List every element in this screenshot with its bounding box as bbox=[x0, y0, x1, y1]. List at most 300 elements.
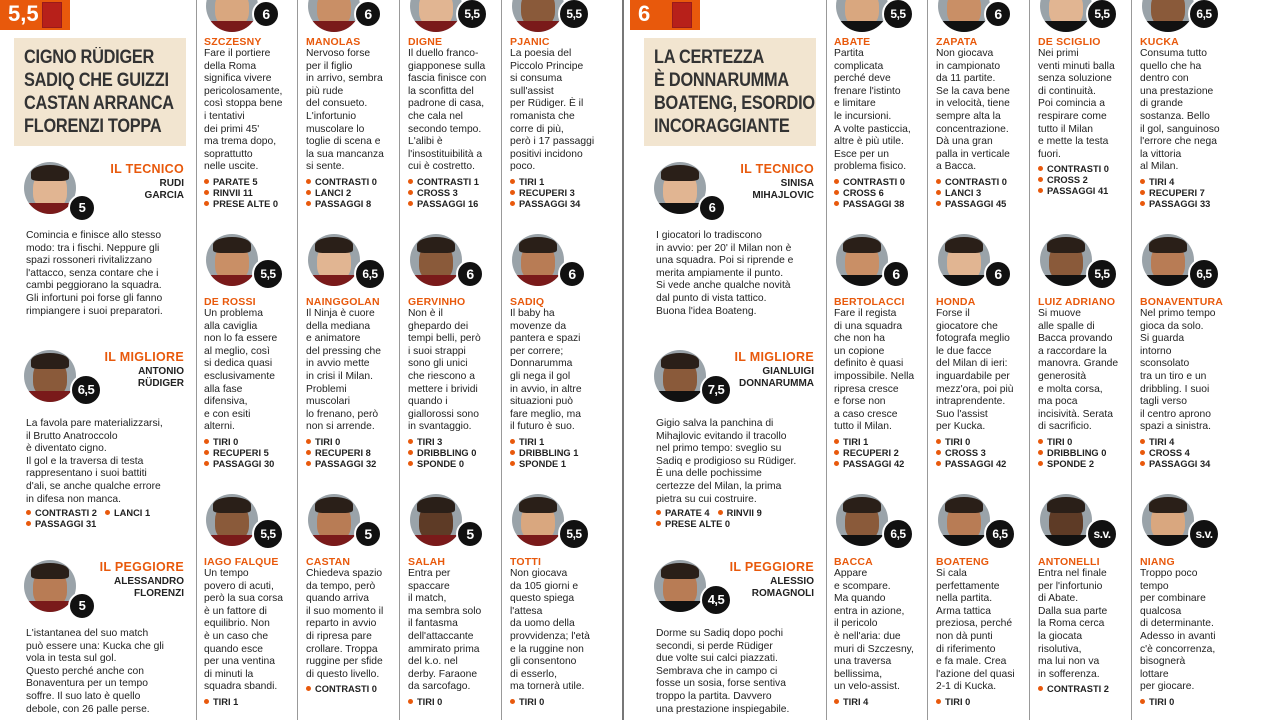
text-line: Gli infortuni poi forse gli fanno bbox=[26, 292, 163, 304]
text-line: ma tornerà utile. bbox=[510, 681, 585, 693]
text-line: d'ali, se anche qualche errore bbox=[26, 480, 161, 492]
text-line: quando i bbox=[408, 396, 448, 408]
text-line: a Bacca. bbox=[936, 161, 977, 173]
player-photo bbox=[836, 494, 888, 546]
text-line: Comincia e finisce allo stesso bbox=[26, 230, 162, 241]
text-line: complicata bbox=[834, 60, 884, 72]
stats-list bbox=[1140, 177, 1210, 210]
vote-badge: 5,5 bbox=[1086, 258, 1118, 290]
section-title: IL MIGLIORE bbox=[104, 350, 184, 364]
player-name: GERVINHO bbox=[408, 296, 466, 308]
text-line: in difesa non manca. bbox=[26, 493, 122, 505]
stat-item: CONTRASTI 2 bbox=[26, 508, 97, 519]
headline-line: INCORAGGIANTE bbox=[654, 116, 790, 137]
face-shirt bbox=[24, 391, 76, 402]
text-line: corre di più, bbox=[510, 123, 564, 135]
roma-section bbox=[0, 0, 615, 720]
player-photo bbox=[654, 350, 706, 402]
text-line: dei primi 45' bbox=[204, 123, 260, 135]
text-line: La poesia del bbox=[510, 48, 572, 59]
text-line: del k.o. nel bbox=[408, 656, 458, 668]
text-line: a raccordare la bbox=[1038, 345, 1107, 357]
player-photo bbox=[1040, 234, 1092, 286]
text-line: significa vivere bbox=[204, 73, 272, 85]
row3-player-card bbox=[932, 492, 1036, 720]
text-line: preziosa, perché bbox=[936, 618, 1013, 630]
text-line: fare meglio, ma bbox=[510, 408, 581, 420]
player-photo bbox=[410, 494, 462, 546]
player-name: LUIZ ADRIANO bbox=[1038, 296, 1116, 308]
row1-player-card bbox=[506, 0, 610, 232]
vote-badge: 5 bbox=[456, 520, 484, 548]
player-name: IAGO FALQUE bbox=[204, 556, 279, 568]
player-text bbox=[204, 308, 277, 434]
face-hair bbox=[519, 237, 556, 253]
text-line: il match, bbox=[408, 593, 447, 605]
text-line: reparto in avvio bbox=[306, 618, 377, 630]
text-line: Un tempo bbox=[204, 568, 249, 579]
section-text bbox=[656, 418, 796, 506]
text-line: tempi belli, però bbox=[408, 333, 481, 345]
milan-section bbox=[630, 0, 1245, 720]
stat-item: TIRI 0 bbox=[204, 437, 274, 448]
player-name: ABATE bbox=[834, 36, 871, 48]
section-player-name bbox=[145, 178, 184, 202]
name-line: ANTONIO bbox=[138, 366, 184, 377]
text-line: ruggine per sfide bbox=[306, 656, 383, 668]
vote-badge: 6 bbox=[558, 260, 586, 288]
text-line: la Roma cerca bbox=[1038, 618, 1105, 630]
face-shirt bbox=[512, 275, 564, 286]
text-line: e molta corsa, bbox=[1038, 383, 1103, 395]
text-line: intraprendente. bbox=[936, 396, 1006, 408]
player-text bbox=[1038, 48, 1115, 161]
face-hair bbox=[945, 237, 982, 253]
text-line: Arma tattica bbox=[936, 605, 991, 617]
vote-badge: 6 bbox=[456, 260, 484, 288]
text-line: e limitare bbox=[834, 98, 876, 110]
text-line: Nei primi bbox=[1038, 48, 1079, 59]
text-line: la sua mancanza bbox=[306, 148, 384, 160]
stat-item: PASSAGGI 8 bbox=[306, 199, 377, 210]
player-photo bbox=[512, 494, 564, 546]
text-line: Non giocava bbox=[510, 568, 568, 579]
text-line: così stoppa bene bbox=[204, 98, 283, 110]
row3-player-card bbox=[302, 492, 406, 720]
stats-list bbox=[510, 437, 578, 470]
text-line: La favola pare materializzarsi, bbox=[26, 418, 163, 429]
player-photo bbox=[1040, 494, 1092, 546]
stat-item: PARATE 4 bbox=[656, 508, 710, 519]
stat-item: SPONDE 2 bbox=[1038, 459, 1106, 470]
player-name: DE SCIGLIO bbox=[1038, 36, 1101, 48]
stat-item: TIRI 1 bbox=[204, 697, 238, 708]
text-line: Dorme su Sadiq dopo pochi bbox=[656, 628, 784, 639]
player-photo bbox=[938, 494, 990, 546]
text-line: romanista che bbox=[510, 110, 575, 122]
player-text bbox=[204, 568, 283, 694]
face-shirt bbox=[410, 275, 462, 286]
text-line: il pericolo bbox=[834, 618, 878, 630]
player-name: DE ROSSI bbox=[204, 296, 256, 308]
text-line: la sconfitta del bbox=[408, 85, 474, 97]
section-player-name bbox=[752, 178, 814, 202]
row3-player-card bbox=[830, 492, 934, 720]
player-photo bbox=[1040, 0, 1092, 32]
name-line: DONNARUMMA bbox=[739, 378, 814, 389]
text-line: positivi incidono bbox=[510, 148, 583, 160]
player-name: NAINGGOLAN bbox=[306, 296, 380, 308]
text-line: definito è quasi bbox=[834, 358, 904, 370]
face-shirt bbox=[206, 21, 258, 32]
text-line: per il figlio bbox=[306, 60, 353, 72]
row3-player-card bbox=[1034, 492, 1138, 720]
text-line: lo frenano, però bbox=[306, 408, 379, 420]
player-name: ZAPATA bbox=[936, 36, 978, 48]
text-line: in sofferenza. bbox=[1038, 668, 1100, 680]
face-shirt bbox=[410, 21, 462, 32]
stat-item: CONTRASTI 2 bbox=[1038, 684, 1109, 695]
text-line: inguardabile per bbox=[936, 370, 1010, 382]
text-line: un velo-assist. bbox=[834, 681, 900, 693]
player-text bbox=[408, 568, 481, 694]
stat-item: PASSAGGI 33 bbox=[1140, 199, 1210, 210]
player-text bbox=[1140, 308, 1216, 434]
row2-player-card bbox=[830, 232, 934, 469]
player-photo bbox=[308, 0, 360, 32]
face-shirt bbox=[512, 21, 564, 32]
row3-player-card bbox=[506, 492, 610, 720]
section-player-name bbox=[138, 366, 184, 390]
text-line: è un fattore di bbox=[204, 605, 267, 617]
text-line: l'insostituibilità a bbox=[408, 148, 483, 160]
stat-item: PASSAGGI 16 bbox=[408, 199, 479, 210]
vote-badge: 6,5 bbox=[354, 258, 386, 290]
face-hair bbox=[661, 563, 698, 579]
player-name: KUCKA bbox=[1140, 36, 1179, 48]
text-line: il fantasma bbox=[408, 618, 458, 630]
player-photo bbox=[1142, 234, 1194, 286]
text-line: di grande bbox=[1140, 98, 1183, 110]
text-line: giapponese sulla bbox=[408, 60, 486, 72]
name-line: ALESSIO bbox=[770, 576, 814, 587]
stats-list bbox=[306, 684, 377, 695]
text-line: ghepardo dei bbox=[408, 320, 469, 332]
face-shirt bbox=[836, 535, 888, 546]
text-line: è diventato cigno. bbox=[26, 443, 107, 455]
face-hair bbox=[213, 237, 250, 253]
row3-player-card bbox=[1136, 492, 1240, 720]
center-divider bbox=[622, 0, 624, 720]
text-line: si consuma bbox=[510, 73, 563, 85]
text-line: alla fase bbox=[204, 383, 243, 395]
text-line: fosse un sosia, forse sentiva bbox=[656, 678, 786, 690]
player-name: MANOLAS bbox=[306, 36, 361, 48]
text-line: e fa male. Crea bbox=[936, 656, 1007, 668]
text-line: Nel primo tempo bbox=[1140, 308, 1216, 319]
section-player-name bbox=[739, 366, 814, 390]
text-line: Bonaventura per un tempo bbox=[26, 678, 148, 690]
player-name: BONAVENTURA bbox=[1140, 296, 1224, 308]
text-line: nella partita. bbox=[936, 593, 993, 605]
text-line: da tempo, però bbox=[306, 580, 376, 592]
stat-item: DRIBBLING 1 bbox=[510, 448, 578, 459]
stat-item: TIRI 1 bbox=[510, 177, 580, 188]
player-name: HONDA bbox=[936, 296, 976, 308]
player-text bbox=[306, 48, 384, 174]
text-line: in svantaggio. bbox=[408, 421, 472, 433]
face-hair bbox=[519, 497, 556, 513]
text-line: però i 17 passaggi bbox=[510, 136, 595, 148]
text-line: bisognerà bbox=[1140, 656, 1186, 668]
section-text bbox=[656, 628, 789, 716]
row2-player-card bbox=[200, 232, 304, 469]
text-line: e animatore bbox=[306, 333, 361, 345]
text-line: rappresentano i suoi battiti bbox=[26, 468, 147, 480]
stat-item: PASSAGGI 38 bbox=[834, 199, 905, 210]
text-line: per una ventina bbox=[204, 656, 275, 668]
text-line: una prestazione inspiegabile. bbox=[656, 703, 790, 715]
player-text bbox=[510, 308, 582, 434]
vote-badge: 6 bbox=[984, 0, 1012, 28]
text-line: della mediana bbox=[306, 320, 371, 332]
stat-item: TIRI 4 bbox=[834, 697, 868, 708]
text-line: Dalla sua parte bbox=[1038, 605, 1108, 617]
text-line: e forse non bbox=[834, 396, 886, 408]
face-hair bbox=[1149, 497, 1186, 513]
text-line: impossibile. Nella bbox=[834, 370, 915, 382]
vote-badge: 6,5 bbox=[984, 518, 1016, 550]
text-line: più rude bbox=[306, 85, 344, 97]
text-line: toglie di scena e bbox=[306, 136, 381, 148]
player-name: PJANIC bbox=[510, 36, 550, 48]
text-line: risolutiva, bbox=[1038, 643, 1082, 655]
stats-list bbox=[204, 697, 238, 708]
text-line: quando esce bbox=[204, 643, 263, 655]
player-photo bbox=[410, 234, 462, 286]
row1-player-card bbox=[302, 0, 406, 232]
player-photo bbox=[1142, 0, 1194, 32]
text-line: per giocare. bbox=[1140, 681, 1195, 693]
section-text bbox=[656, 230, 793, 318]
stat-item: TIRI 0 bbox=[510, 697, 544, 708]
section-text bbox=[26, 628, 164, 716]
text-line: che cala nel bbox=[408, 110, 463, 122]
text-line: questo spiega bbox=[510, 593, 575, 605]
text-line: cui è costretto. bbox=[408, 161, 475, 173]
vote-badge: 6 bbox=[698, 194, 726, 222]
text-line: alterni. bbox=[204, 421, 235, 433]
text-line: altre è più utile. bbox=[834, 136, 904, 148]
text-line: vola in testa sul gol. bbox=[26, 653, 117, 665]
row2-player-card bbox=[404, 232, 508, 469]
text-line: dentro con bbox=[1140, 73, 1189, 85]
text-line: Si muove bbox=[1038, 308, 1081, 319]
stat-item: PASSAGGI 34 bbox=[1140, 459, 1210, 470]
face-shirt bbox=[1040, 275, 1092, 286]
column-divider bbox=[399, 0, 400, 720]
text-line: squadra sbandi. bbox=[204, 681, 278, 693]
player-name: CASTAN bbox=[306, 556, 351, 568]
text-line: lottare bbox=[1140, 668, 1169, 680]
player-name: ANTONELLI bbox=[1038, 556, 1100, 568]
text-line: un copione bbox=[834, 345, 885, 357]
text-line: da 11 partite. bbox=[936, 73, 996, 85]
face-hair bbox=[843, 237, 880, 253]
text-line: in arrivo, sembra bbox=[306, 73, 383, 85]
face-shirt bbox=[410, 535, 462, 546]
text-line: fuori. bbox=[1038, 148, 1061, 160]
text-line: sostanza. Bello bbox=[1140, 110, 1210, 122]
stat-item: TIRI 0 bbox=[936, 697, 970, 708]
text-line: l'azione del quasi bbox=[936, 668, 1015, 680]
headline bbox=[654, 46, 815, 138]
section-title: IL PEGGIORE bbox=[99, 560, 184, 574]
text-line: Un problema bbox=[204, 308, 263, 319]
vote-badge: s.v. bbox=[1086, 518, 1118, 550]
row2-player-card bbox=[1034, 232, 1138, 469]
stat-item: DRIBBLING 0 bbox=[408, 448, 476, 459]
vote-badge: 5,5 bbox=[252, 258, 284, 290]
text-line: Il duello franco- bbox=[408, 48, 479, 59]
text-line: per Kucka. bbox=[936, 421, 986, 433]
text-line: di minuti la bbox=[204, 668, 254, 680]
text-line: che riescono a bbox=[408, 370, 475, 382]
text-line: l'errore che nega bbox=[1140, 136, 1217, 148]
team-logo-icon bbox=[672, 2, 692, 28]
stat-item: CONTRASTI 0 bbox=[936, 177, 1007, 188]
stats-list bbox=[936, 177, 1007, 210]
stats-list bbox=[204, 437, 274, 470]
stats-list bbox=[936, 437, 1006, 470]
headline-line: CIGNO RÜDIGER bbox=[24, 47, 155, 68]
text-line: di Abate. bbox=[1038, 593, 1079, 605]
stat-item: TIRI 4 bbox=[1140, 177, 1210, 188]
player-text bbox=[834, 48, 911, 174]
face-hair bbox=[1047, 497, 1084, 513]
vote-badge: 5,5 bbox=[456, 0, 488, 30]
vote-badge: 6,5 bbox=[1188, 0, 1220, 30]
stats-list bbox=[834, 437, 904, 470]
stat-item: PRESE ALTE 0 bbox=[204, 199, 278, 210]
player-photo bbox=[512, 234, 564, 286]
text-line: modo: tra i fischi. Neppure gli bbox=[26, 242, 160, 254]
stat-item: CROSS 3 bbox=[408, 188, 479, 199]
row1-player-card bbox=[200, 0, 304, 232]
text-line: Entra nel finale bbox=[1038, 568, 1107, 579]
stat-item: LANCI 1 bbox=[105, 508, 150, 519]
text-line: non si arrende. bbox=[306, 421, 375, 433]
face-shirt bbox=[308, 535, 360, 546]
text-line: tutto il Milan bbox=[1038, 123, 1093, 135]
vote-badge: 5 bbox=[354, 520, 382, 548]
text-line: Il Ninja è cuore bbox=[306, 308, 375, 319]
text-line: perché deve bbox=[834, 73, 891, 85]
stats-list bbox=[408, 437, 476, 470]
player-photo bbox=[836, 234, 888, 286]
text-line: concentrazione. bbox=[936, 123, 1009, 135]
text-line: qualcosa bbox=[1140, 605, 1182, 617]
stat-item: PASSAGGI 34 bbox=[510, 199, 580, 210]
face-shirt bbox=[1142, 275, 1194, 286]
row2-player-card bbox=[1136, 232, 1240, 469]
text-line: è nell'aria: due bbox=[834, 630, 901, 642]
text-line: Consuma tutto bbox=[1140, 48, 1207, 59]
section-text bbox=[26, 230, 163, 318]
text-line: non lo fa essere bbox=[204, 333, 278, 345]
face-shirt bbox=[938, 535, 990, 546]
text-line: al meglio, così bbox=[204, 345, 270, 357]
text-line: cambi peggiorano la squadra. bbox=[26, 280, 162, 292]
stats-list bbox=[834, 177, 905, 210]
vote-badge: 5,5 bbox=[882, 0, 914, 30]
stat-item: RINVII 9 bbox=[718, 508, 762, 519]
text-line: tempo bbox=[1140, 580, 1169, 592]
stat-item: CROSS 4 bbox=[1140, 448, 1210, 459]
text-line: ammirato prima bbox=[408, 643, 480, 655]
section-player-name bbox=[114, 576, 184, 600]
headline-line: È DONNARUMMA bbox=[654, 70, 789, 91]
stat-item: CROSS 2 bbox=[1038, 175, 1109, 186]
team-logo-icon bbox=[42, 2, 62, 28]
text-line: palla in verticale bbox=[936, 148, 1010, 160]
text-line: Ma quando bbox=[834, 593, 886, 605]
text-line: per Rüdiger. È il bbox=[510, 98, 584, 110]
text-line: povero di acuti, bbox=[204, 580, 274, 592]
stat-item: PASSAGGI 32 bbox=[306, 459, 376, 470]
row2-player-card bbox=[302, 232, 406, 469]
text-line: Dà una gran bbox=[936, 136, 993, 148]
vote-badge: s.v. bbox=[1188, 518, 1220, 550]
text-line: troppo la partita. Davvero bbox=[656, 690, 772, 702]
headline-line: SADIQ CHE GUIZZI bbox=[24, 70, 169, 91]
player-photo bbox=[308, 234, 360, 286]
stat-item: CROSS 3 bbox=[936, 448, 1006, 459]
headline-line: FLORENZI TOPPA bbox=[24, 116, 162, 137]
vote-badge: 6 bbox=[252, 0, 280, 28]
player-text bbox=[1038, 568, 1107, 681]
text-line: Si vede anche qualche novità bbox=[656, 280, 791, 292]
stat-item: TIRI 4 bbox=[1140, 437, 1210, 448]
text-line: non dà punti bbox=[936, 630, 993, 642]
text-line: Mihajlovic evitando il tracollo bbox=[656, 430, 787, 442]
text-line: soprattutto bbox=[204, 148, 253, 160]
worst-player-section bbox=[644, 556, 816, 720]
player-text bbox=[408, 48, 486, 174]
stat-item: PRESE ALTE 0 bbox=[656, 519, 762, 530]
player-photo bbox=[654, 560, 706, 612]
text-line: difensiva, bbox=[204, 396, 248, 408]
text-line: alla caviglia bbox=[204, 320, 258, 332]
player-text bbox=[204, 48, 282, 174]
face-hair bbox=[843, 497, 880, 513]
section-title: IL TECNICO bbox=[740, 162, 814, 176]
text-line: Chiedeva spazio bbox=[306, 568, 383, 579]
text-line: mettere i brividi bbox=[408, 383, 478, 395]
text-line: giocatore che bbox=[936, 320, 998, 332]
text-line: sono gli unici bbox=[408, 358, 468, 370]
text-line: Poi comincia a bbox=[1038, 98, 1105, 110]
text-line: È una delle pochissime bbox=[656, 468, 762, 480]
text-line: in avvio, in altre bbox=[510, 383, 582, 395]
name-line: ROMAGNOLI bbox=[751, 588, 814, 599]
stat-item: RECUPERI 2 bbox=[834, 448, 904, 459]
face-shirt bbox=[1040, 21, 1092, 32]
row1-player-card bbox=[404, 0, 508, 232]
stats-list bbox=[834, 697, 868, 708]
row1-player-card bbox=[932, 0, 1036, 232]
text-line: della Roma bbox=[204, 60, 257, 72]
